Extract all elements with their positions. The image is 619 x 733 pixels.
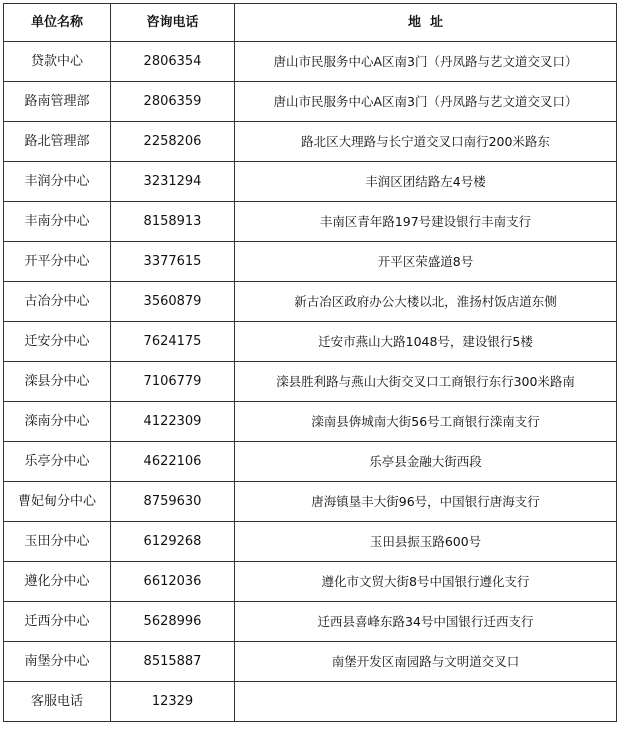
cell-phone: 2258206 xyxy=(111,122,235,162)
header-address: 地 址 xyxy=(235,4,617,42)
cell-phone: 4122309 xyxy=(111,402,235,442)
table-row xyxy=(4,82,617,122)
cell-phone: 8515887 xyxy=(111,642,235,682)
cell-unit-name: 玉田分中心 xyxy=(4,522,111,562)
table-row xyxy=(4,42,617,82)
cell-unit-name: 南堡分中心 xyxy=(4,642,111,682)
cell-unit-name: 曹妃甸分中心 xyxy=(4,482,111,522)
cell-phone: 7106779 xyxy=(111,362,235,402)
cell-address: 路北区大理路与长宁道交叉口南行200米路东 xyxy=(235,122,617,162)
cell-phone: 8158913 xyxy=(111,202,235,242)
table-row xyxy=(4,482,617,522)
cell-address: 滦县胜利路与燕山大街交叉口工商银行东行300米路南 xyxy=(235,362,617,402)
cell-address xyxy=(235,682,617,722)
cell-address: 迁西县喜峰东路34号中国银行迁西支行 xyxy=(235,602,617,642)
cell-address: 开平区荣盛道8号 xyxy=(235,242,617,282)
cell-phone: 5628996 xyxy=(111,602,235,642)
cell-unit-name: 开平分中心 xyxy=(4,242,111,282)
cell-phone: 2806359 xyxy=(111,82,235,122)
header-phone: 咨询电话 xyxy=(111,4,235,42)
table-row xyxy=(4,242,617,282)
cell-address: 新古冶区政府办公大楼以北，淮扬村饭店道东侧 xyxy=(235,282,617,322)
cell-phone: 6612036 xyxy=(111,562,235,602)
cell-phone: 3560879 xyxy=(111,282,235,322)
table-row xyxy=(4,162,617,202)
table-row xyxy=(4,602,617,642)
table-row xyxy=(4,642,617,682)
cell-phone: 3377615 xyxy=(111,242,235,282)
cell-address: 唐海镇垦丰大街96号，中国银行唐海支行 xyxy=(235,482,617,522)
contact-table xyxy=(3,3,617,722)
cell-address: 玉田县振玉路600号 xyxy=(235,522,617,562)
contact-sheet xyxy=(3,3,617,722)
cell-address: 迁安市燕山大路1048号，建设银行5楼 xyxy=(235,322,617,362)
cell-unit-name: 乐亭分中心 xyxy=(4,442,111,482)
cell-address: 乐亭县金融大街西段 xyxy=(235,442,617,482)
cell-unit-name: 滦南分中心 xyxy=(4,402,111,442)
table-row xyxy=(4,522,617,562)
cell-phone: 2806354 xyxy=(111,42,235,82)
table-row xyxy=(4,682,617,722)
cell-unit-name: 丰润分中心 xyxy=(4,162,111,202)
cell-phone: 8759630 xyxy=(111,482,235,522)
table-body xyxy=(4,42,617,722)
table-header xyxy=(4,4,617,42)
cell-address: 唐山市民服务中心A区南3门（丹凤路与艺文道交叉口） xyxy=(235,42,617,82)
table-row xyxy=(4,442,617,482)
cell-address: 丰南区青年路197号建设银行丰南支行 xyxy=(235,202,617,242)
header-unit-name: 单位名称 xyxy=(4,4,111,42)
cell-address: 遵化市文贸大街8号中国银行遵化支行 xyxy=(235,562,617,602)
cell-address: 丰润区团结路左4号楼 xyxy=(235,162,617,202)
cell-unit-name: 迁安分中心 xyxy=(4,322,111,362)
cell-unit-name: 遵化分中心 xyxy=(4,562,111,602)
cell-phone: 4622106 xyxy=(111,442,235,482)
cell-phone: 3231294 xyxy=(111,162,235,202)
cell-phone: 6129268 xyxy=(111,522,235,562)
cell-unit-name: 古冶分中心 xyxy=(4,282,111,322)
table-row xyxy=(4,122,617,162)
cell-phone: 12329 xyxy=(111,682,235,722)
cell-unit-name: 迁西分中心 xyxy=(4,602,111,642)
cell-address: 滦南县倴城南大街56号工商银行滦南支行 xyxy=(235,402,617,442)
table-row xyxy=(4,562,617,602)
cell-unit-name: 路北管理部 xyxy=(4,122,111,162)
cell-unit-name: 路南管理部 xyxy=(4,82,111,122)
cell-unit-name: 贷款中心 xyxy=(4,42,111,82)
cell-unit-name: 客服电话 xyxy=(4,682,111,722)
table-row xyxy=(4,362,617,402)
cell-unit-name: 丰南分中心 xyxy=(4,202,111,242)
cell-phone: 7624175 xyxy=(111,322,235,362)
table-row xyxy=(4,282,617,322)
header-row xyxy=(4,4,617,42)
table-row xyxy=(4,402,617,442)
cell-address: 唐山市民服务中心A区南3门（丹凤路与艺文道交叉口） xyxy=(235,82,617,122)
cell-address: 南堡开发区南园路与文明道交叉口 xyxy=(235,642,617,682)
cell-unit-name: 滦县分中心 xyxy=(4,362,111,402)
table-row xyxy=(4,202,617,242)
table-row xyxy=(4,322,617,362)
